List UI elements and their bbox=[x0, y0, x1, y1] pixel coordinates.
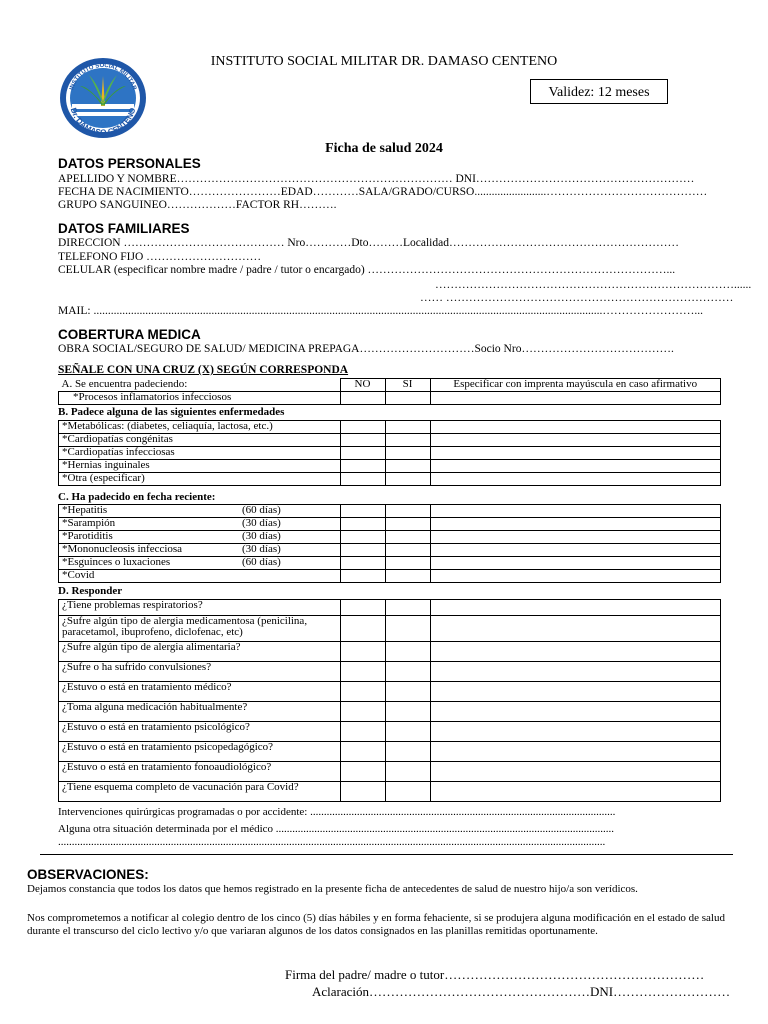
birth-age-grade-field[interactable]: FECHA DE NACIMIENTO……………………EDAD…………SALA/GRADO/CURSO.........................…………………………………… bbox=[58, 186, 708, 198]
si-checkbox[interactable] bbox=[385, 392, 430, 405]
si-checkbox[interactable] bbox=[386, 600, 431, 616]
no-checkbox[interactable] bbox=[341, 570, 386, 583]
svg-text:INSTITUTO SOCIAL MILITAR: INSTITUTO SOCIAL MILITAR bbox=[69, 62, 137, 91]
specify-field[interactable] bbox=[431, 702, 721, 722]
section-d-table bbox=[58, 599, 721, 802]
table-row: *Otra (especificar) bbox=[59, 473, 721, 486]
specify-field[interactable] bbox=[431, 682, 721, 702]
si-checkbox[interactable] bbox=[386, 570, 431, 583]
section-b-label: B. Padece alguna de las siguientes enfermedades bbox=[58, 406, 285, 418]
table-row: ¿Estuvo o está en tratamiento psicopedagógico? bbox=[59, 742, 721, 762]
specify-field[interactable] bbox=[431, 570, 721, 583]
no-checkbox[interactable] bbox=[341, 557, 386, 570]
cellphone-line-2[interactable]: ……………………………………………………………………...... bbox=[435, 279, 752, 291]
specify-field[interactable] bbox=[431, 447, 721, 460]
specify-field[interactable] bbox=[431, 600, 721, 616]
si-checkbox[interactable] bbox=[386, 460, 431, 473]
no-checkbox[interactable] bbox=[341, 682, 386, 702]
specify-field[interactable] bbox=[431, 616, 721, 642]
cellphone-line-3[interactable]: …… ………………………………………………………………… bbox=[420, 292, 734, 304]
col-no-header: NO bbox=[340, 379, 385, 392]
surgeries-field[interactable]: Intervenciones quirúrgicas programadas o por accidente: ............................................................................................................... bbox=[58, 806, 616, 818]
no-checkbox[interactable] bbox=[341, 544, 386, 557]
table-row: ¿Tiene problemas respiratorios? bbox=[59, 600, 721, 616]
no-checkbox[interactable] bbox=[341, 505, 386, 518]
no-checkbox[interactable] bbox=[341, 434, 386, 447]
specify-field[interactable] bbox=[431, 762, 721, 782]
no-checkbox[interactable] bbox=[341, 518, 386, 531]
si-checkbox[interactable] bbox=[386, 421, 431, 434]
clarification-dni-field[interactable]: Aclaración……………………………………………DNI……………………… bbox=[312, 984, 731, 999]
cellphone-field[interactable]: CELULAR (especificar nombre madre / padre / tutor o encargado) ……………………………………………………………………... bbox=[58, 264, 676, 276]
si-checkbox[interactable] bbox=[386, 531, 431, 544]
divider bbox=[40, 854, 733, 855]
specify-field[interactable] bbox=[431, 662, 721, 682]
observations-paragraph-2: Nos comprometemos a notificar al colegio dentro de los cinco (5) días hábiles y en forma fehaciente, si se produjera alguna modificación en el estado de salud durante el transcurso del ciclo lectivo y/o que variaran algunos de los datos consignados en las planillas remitidas oportunamente. bbox=[27, 912, 725, 937]
si-checkbox[interactable] bbox=[386, 642, 431, 662]
specify-field[interactable] bbox=[431, 742, 721, 762]
mail-field[interactable]: MAIL: .................................................................................................................................................................................……………………... bbox=[58, 305, 703, 317]
specify-field[interactable] bbox=[431, 460, 721, 473]
section-a-table bbox=[58, 378, 721, 405]
other-situation-line-2[interactable]: ....................................................................................................................................................................................................... bbox=[58, 836, 606, 848]
table-row: *Esguinces o luxaciones (60 días) bbox=[59, 557, 721, 570]
section-c-table bbox=[58, 504, 721, 583]
section-c-label: C. Ha padecido en fecha reciente: bbox=[58, 491, 216, 503]
specify-field[interactable] bbox=[431, 557, 721, 570]
no-checkbox[interactable] bbox=[341, 762, 386, 782]
table-row: ¿Estuvo o está en tratamiento fonoaudiológico? bbox=[59, 762, 721, 782]
phone-field[interactable]: TELEFONO FIJO ………………………… bbox=[58, 251, 262, 263]
no-checkbox[interactable] bbox=[341, 662, 386, 682]
no-checkbox[interactable] bbox=[341, 531, 386, 544]
address-field[interactable]: DIRECCION …………………………………… Nro…………Dto………Localidad…………………………………………………… bbox=[58, 237, 679, 249]
specify-field[interactable] bbox=[431, 531, 721, 544]
specify-field[interactable] bbox=[431, 722, 721, 742]
no-checkbox[interactable] bbox=[341, 722, 386, 742]
table-row: *Sarampión (30 días) bbox=[59, 518, 721, 531]
si-checkbox[interactable] bbox=[386, 544, 431, 557]
no-checkbox[interactable] bbox=[341, 702, 386, 722]
specify-field[interactable] bbox=[431, 434, 721, 447]
si-checkbox[interactable] bbox=[386, 782, 431, 802]
specify-field[interactable] bbox=[431, 642, 721, 662]
name-dni-field[interactable]: APELLIDO Y NOMBRE……………………………………………………………… DNI………………………………………………… bbox=[58, 173, 695, 185]
si-checkbox[interactable] bbox=[386, 702, 431, 722]
no-checkbox[interactable] bbox=[341, 421, 386, 434]
table-row: ¿Toma alguna medicación habitualmente? bbox=[59, 702, 721, 722]
table-row: ¿Estuvo o está en tratamiento médico? bbox=[59, 682, 721, 702]
table-row: *Parotiditis (30 días) bbox=[59, 531, 721, 544]
blood-group-field[interactable]: GRUPO SANGUINEO………………FACTOR RH………. bbox=[58, 199, 337, 211]
si-checkbox[interactable] bbox=[386, 557, 431, 570]
table-row: *Procesos inflamatorios infecciosos bbox=[59, 392, 721, 405]
institute-name: INSTITUTO SOCIAL MILITAR DR. DAMASO CENTENO bbox=[210, 54, 558, 69]
table-row: *Cardiopatías congénitas bbox=[59, 434, 721, 447]
table-row: ¿Sufre algún tipo de alergia alimentaria? bbox=[59, 642, 721, 662]
section-d-label: D. Responder bbox=[58, 585, 123, 597]
si-checkbox[interactable] bbox=[386, 722, 431, 742]
si-checkbox[interactable] bbox=[386, 682, 431, 702]
specify-field[interactable] bbox=[431, 505, 721, 518]
specify-field[interactable] bbox=[431, 544, 721, 557]
form-title: Ficha de salud 2024 bbox=[325, 141, 443, 156]
table-row: ¿Sufre algún tipo de alergia medicamentosa (penicilina, paracetamol, ibuprofeno, diclofenac, etc) bbox=[59, 616, 721, 642]
svg-text:Dr. DAMASO CENTENO: Dr. DAMASO CENTENO bbox=[68, 106, 138, 138]
no-checkbox[interactable] bbox=[340, 392, 385, 405]
table-row: *Cardiopatías infecciosas bbox=[59, 447, 721, 460]
table-row: ¿Sufre o ha sufrido convulsiones? bbox=[59, 662, 721, 682]
instructions-text: SEÑALE CON UNA CRUZ (X) SEGÚN CORRESPONDA bbox=[58, 364, 349, 376]
si-checkbox[interactable] bbox=[386, 473, 431, 486]
table-row: *Metabólicas: (diabetes, celiaquía, lactosa, etc.) bbox=[59, 421, 721, 434]
table-row: *Covid bbox=[59, 570, 721, 583]
no-checkbox[interactable] bbox=[341, 447, 386, 460]
no-checkbox[interactable] bbox=[341, 642, 386, 662]
specify-field[interactable] bbox=[431, 473, 721, 486]
no-checkbox[interactable] bbox=[341, 460, 386, 473]
si-checkbox[interactable] bbox=[386, 447, 431, 460]
parent-signature-field[interactable]: Firma del padre/ madre o tutor…………………………………………………… bbox=[285, 967, 705, 982]
section-b-table bbox=[58, 420, 721, 486]
insurance-field[interactable]: OBRA SOCIAL/SEGURO DE SALUD/ MEDICINA PREPAGA…………………………Socio Nro…………………………………. bbox=[58, 343, 674, 355]
coverage-heading: COBERTURA MEDICA bbox=[58, 327, 201, 342]
personal-heading: DATOS PERSONALES bbox=[58, 156, 201, 171]
table-row: *Hernias inguinales bbox=[59, 460, 721, 473]
table-row: *Hepatitis (60 días) bbox=[59, 505, 721, 518]
col-spec-header: Especificar con imprenta mayúscula en caso afirmativo bbox=[430, 379, 721, 392]
observations-heading: OBSERVACIONES: bbox=[27, 867, 149, 882]
family-heading: DATOS FAMILIARES bbox=[58, 221, 190, 236]
si-checkbox[interactable] bbox=[386, 518, 431, 531]
si-checkbox[interactable] bbox=[386, 505, 431, 518]
no-checkbox[interactable] bbox=[341, 782, 386, 802]
table-row: ¿Tiene esquema completo de vacunación para Covid? bbox=[59, 782, 721, 802]
other-situation-field[interactable]: Alguna otra situación determinada por el médico ........................................................................................................................... bbox=[58, 823, 615, 835]
validity-box: Validez: 12 meses bbox=[530, 79, 668, 104]
col-si-header: SI bbox=[385, 379, 430, 392]
specify-field[interactable] bbox=[431, 421, 721, 434]
table-row: *Mononucleosis infecciosa (30 días) bbox=[59, 544, 721, 557]
si-checkbox[interactable] bbox=[386, 616, 431, 642]
no-checkbox[interactable] bbox=[341, 742, 386, 762]
observations-paragraph-1: Dejamos constancia que todos los datos que hemos registrado en la presente ficha de antecedentes de salud de nuestro hijo/a son verídicos. bbox=[27, 883, 638, 895]
no-checkbox[interactable] bbox=[341, 473, 386, 486]
no-checkbox[interactable] bbox=[341, 600, 386, 616]
si-checkbox[interactable] bbox=[386, 434, 431, 447]
si-checkbox[interactable] bbox=[386, 662, 431, 682]
specify-field[interactable] bbox=[430, 392, 721, 405]
specify-field[interactable] bbox=[431, 782, 721, 802]
no-checkbox[interactable] bbox=[341, 616, 386, 642]
table-row: ¿Estuvo o está en tratamiento psicológico? bbox=[59, 722, 721, 742]
si-checkbox[interactable] bbox=[386, 762, 431, 782]
si-checkbox[interactable] bbox=[386, 742, 431, 762]
section-a-label: A. Se encuentra padeciendo: bbox=[61, 378, 188, 390]
specify-field[interactable] bbox=[431, 518, 721, 531]
